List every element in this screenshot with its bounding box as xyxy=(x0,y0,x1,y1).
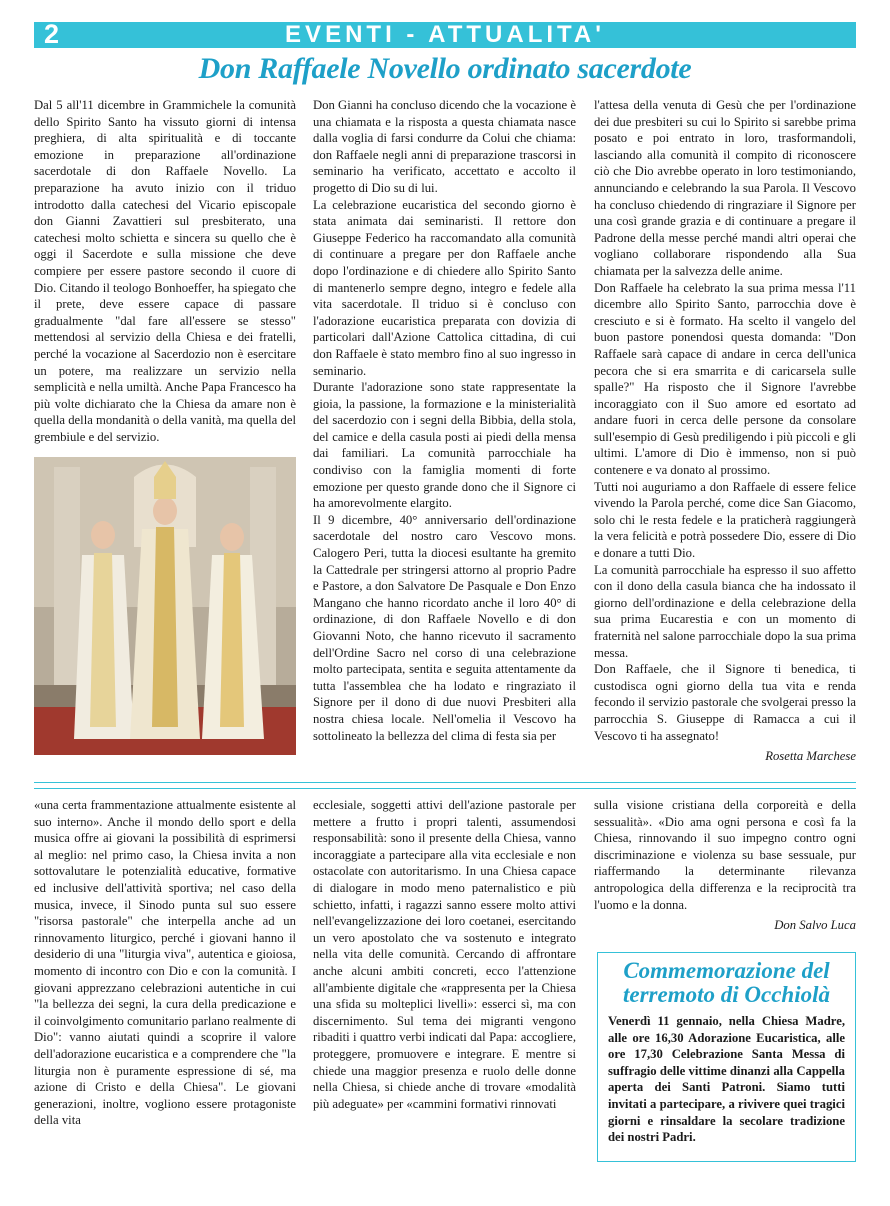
paragraph: «una certa frammentazione attualmente esistente al suo interno». Anche il mondo dello sport e della musica offre ai giovani la possibilità di esprimersi al meglio: nel primo caso, la Chiesa invita a non sottovalutare le potenzialità educative, formative ed inclusive dell'attività sportiva; nel caso della musica, invece, il Sinodo punta sul suo essere "risorsa pastorale" che interpella anche ad un rinnovamento liturgico, perché i giovani hanno il desiderio di una "liturgia viva", autentica e gioiosa, momento di incontro con Dio e con la comunità. I giovani apprezzano celebrazioni autentiche in cui "la bellezza dei segni, la cura della predicazione e il coinvolgimento comunitario parlano realmente di Dio": vanno aiutati quindi a scoprire il valore dell'adorazione eucaristica e a comprendere che "la liturgia non è puramente espressione di sé, ma azione di Cristo e della Chiesa". Le giovani generazioni, inoltre, vogliono essere protagoniste della vita xyxy=(34,798,296,1128)
article-column-3 xyxy=(594,97,856,765)
divider xyxy=(34,788,856,789)
paragraph: Durante l'adorazione sono state rappresentate la gioia, la passione, la formazione e la ministerialità del sacerdozio con i segni della Bibbia, della stola, del camice e della casula posti ai piedi della mensa dai familiari. La comunità parrocchiale ha condiviso con la famiglia momenti di forte emozione per questo grande dono che il Signore ci ha amorevolmente elargito. xyxy=(313,380,576,511)
paragraph: sulla visione cristiana della corporeità e della sessualità». «Dio ama ogni persona e così fa la Chiesa, rinnovando il suo impegno contro ogni discriminazione e violenza su base sessuale, pur riaffermando la determinante rilevanza antropologica della differenza e la reciprocità tra l'uomo e la donna. xyxy=(594,798,856,912)
divider xyxy=(34,782,856,783)
paragraph: l'attesa della venuta di Gesù che per l'ordinazione dei due presbiteri su cui lo Spirito si sarebbe prima posato e poi entrato in loro, trasformandoli, lasciando alla comunità il compito di riconoscere ciò che Dio avrebbe operato in loro testimoniando, annunciando e celebrando la sua Parola. Il Vescovo ha concluso chiedendo di ringraziare il Signore per una così grande grazia e di continuare a pregare il Padrone della messe perché mandi altri operai che vogliano collaborare rispondendo alla Sua chiamata per la salvezza delle anime. xyxy=(594,98,856,278)
paragraph: Don Raffaele ha celebrato la sua prima messa l'11 dicembre allo Spirito Santo, parrocchia dove è cresciuto e si è formato. Ha scelto il vangelo del buon pastore ponendosi questa domanda: "Don Raffaele sarà capace di andare in cerca dell'unica pecora che si era smarrita e di caricarsela sulle spalle?" Ha risposto che il Signore l'avrebbe incoraggiato con il Suo amore ed esortato ad andare fuori in cerca delle persone da consolare sull'esempio di Gesù prediligendo i più piccoli e gli ultimi. L'amore di Dio è immenso, non si può contenere e va donato al prossimo. xyxy=(594,280,856,478)
paragraph: Tutti noi auguriamo a don Raffaele di essere felice vivendo la Parola perché, come dice San Giacomo, solo chi le resta fedele e la praticherà raggiungerà la vera felicità e potrà possedere Dio, essere di Dio e donare a tutti Dio. xyxy=(594,479,856,561)
paragraph: Dal 5 all'11 dicembre in Grammichele la comunità dello Spirito Santo ha vissuto giorni di intensa preghiera, di alta spiritualità e di toccante emozione in preparazione all'ordinazione sacerdotale di don Raffaele Novello. La preparazione ha avuto inizio con il triduo introdotto dalla catechesi del Vicario episcopale don Gianni Zavattieri sul presbiterato, una catechesi molto schietta e sincera su quello che è oggi il Sacerdote e sulla missione che deve compiere per essere pastore secondo il cuore di Dio. Citando il teologo Bonhoeffer, ha spiegato che il prete, deve essere capace di passare gradualmente "dal fare all'essere se stesso" mettendosi al servizio della Chiesa e dei fratelli, perché la vocazione al Sacerdozio non è esercitare un potere, ma realizzare un servizio nella semplicità e nella umiltà. Anche Papa Francesco ha più volte dichiarato che la Chiesa da amare non è quella della mondanità o della vanità, ma quella del grembiule e del servizio. xyxy=(34,98,296,444)
article-headline: Don Raffaele Novello ordinato sacerdote xyxy=(198,52,692,85)
page-number: 2 xyxy=(44,19,60,49)
paragraph: La celebrazione eucaristica del secondo giorno è stata animata dai seminaristi. Il rettore don Giuseppe Federico ha raccomandato alla comunità di continuare a pregare per don Raffaele anche dopo l'ordinazione e di chiedere allo Spirito Santo di mantenerlo sempre degno, integro e fedele alla vita sacerdotale. Il triduo si è concluso con l'adorazione eucaristica preparata con dovizia di particolari dall'Azione Cattolica cittadina, di cui don Raffaele è stato membro fino al suo ingresso in seminario. xyxy=(313,197,576,378)
paragraph: ecclesiale, soggetti attivi dell'azione pastorale per mettere a frutto i propri talenti, assumendosi responsabilità: sono il presente della Chiesa, vanno incoraggiate a partecipare alla vita ecclesiale e non ostacolate con autoritarismo. In una Chiesa capace di dialogare in modo meno paternalistico e più schietto, infatti, i ragazzi sanno essere molto attivi nell'evangelizzazione dei loro coetanei, esercitando un vero apostolato che va sostenuto e integrato nella vita delle comunità. Cercando di affrontare anche alcuni ambiti concreti, ecco l'attenzione all'ambiente digitale che «rappresenta per la Chiesa una sfida su molteplici livelli»: esserci sì, ma con discernimento. Sul tema dei migranti vengono ribaditi i quattro verbi indicati dal Papa: accogliere, proteggere, promuovere e integrare. E mentre si chiede una maggior presenza e ruolo delle donne nella Chiesa, si chiede anche di trovare «modalità più adeguate» per «cammini formativi rinnovati xyxy=(313,798,576,1111)
second-article-column-2 xyxy=(313,797,576,1112)
paragraph: Don Raffaele, che il Signore ti benedica, ti custodisca ogni giorno della tua vita e renda fecondo il servizio pastorale che svolgerai presso la parrocchia S. Giuseppe di Ramacca a cui il Vescovo ti ha assegnato! xyxy=(594,662,856,743)
paragraph: Il 9 dicembre, 40° anniversario dell'ordinazione sacerdotale del nostro caro Vescovo mons. Calogero Peri, tutta la diocesi esultante ha gremito la Cattedrale per stringersi attorno al proprio Padre e Pastore, a don Salvatore De Pasquale e Don Enzo Mangano che hanno ricordato anche il loro 40° di ordinazione, di don Raffaele Novello e di don Giovanni Noto, che hanno ricevuto il sacramento dell'Ordine Sacro nel corso di una celebrazione molto partecipata, sentita e seguita attentamente da tutta l'assemblea che ha lodato e ringraziato il Signore per il dono di due nuovi Presbiteri alla nostra chiesa locale. Nell'omelia il Vescovo ha sottolineato la bellezza del clima di festa sia per xyxy=(313,512,576,743)
paragraph: Don Gianni ha concluso dicendo che la vocazione è una chiamata e la risposta a questa chiamata nasce dalla voglia di farsi condurre da Colui che chiama: don Raffaele negli anni di preparazione trascorsi in seminario ha verificato, accettato e accolto il progetto di Dio su di lui. xyxy=(313,98,576,195)
section-title: EVENTI - ATTUALITA' xyxy=(285,21,605,48)
announcement-title-line: terremoto di Occhiolà xyxy=(623,982,830,1007)
announcement-box xyxy=(597,952,856,1162)
announcement-title-line: Commemorazione del xyxy=(623,958,830,983)
announcement-body: Venerdì 11 gennaio, nella Chiesa Madre, alle ore 16,30 Adorazione Eucaristica, alle ore 17,30 Celebrazione Santa Messa di suffragio delle vittime dinanzi alla Cappella aperta dei Santi Patroni. Siamo tutti invitati a partecipare, a rivivere quei tragici giorni e rinsaldare la secolare tradizione dei nostri Padri. xyxy=(608,1014,845,1145)
paragraph: La comunità parrocchiale ha espresso il suo affetto con il dono della casula bianca che ha indossato il giorno dell'ordinazione e della celebrazione della sua prima Eucarestia e con un momento di fraternità nel salone parrocchiale dopo la sua prima messa. xyxy=(594,562,856,660)
announcement-title xyxy=(598,959,855,1007)
ordination-photo xyxy=(34,457,296,755)
ordination-photo-graphic xyxy=(34,457,296,755)
section-header-bar xyxy=(34,19,856,49)
second-article-column-3 xyxy=(594,797,856,934)
second-article-column-1 xyxy=(34,797,296,1129)
second-article-author: Don Salvo Luca xyxy=(774,918,856,933)
article-column-1 xyxy=(34,97,296,445)
article-author: Rosetta Marchese xyxy=(765,749,856,764)
article-column-2 xyxy=(313,97,576,744)
